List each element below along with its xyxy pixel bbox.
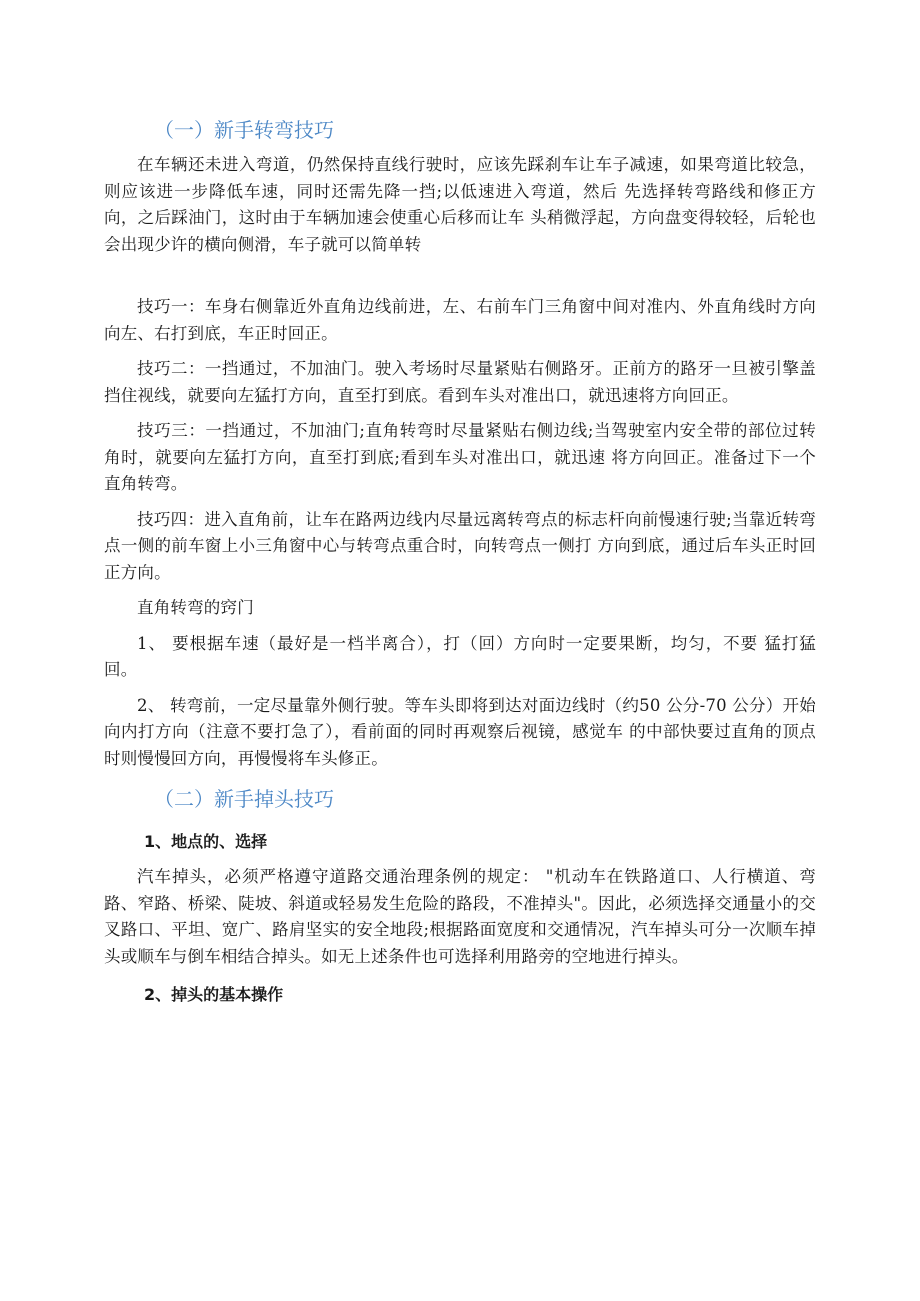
paragraph-secret-title: 直角转弯的窍门	[137, 598, 254, 617]
paragraph-u-turn-location: 汽车掉头，必须严格遵守道路交通治理条例的规定： "机动车在铁路道口、人行横道、弯路、窄路、桥梁、陡坡、斜道或轻易发生危险的路段，不准掉头"。因此，必须选择交通量小的交叉路口、平坦、宽广、路肩坚实的安全地段;根据路面宽度和交通情况，汽车掉头可分一次顺车掉头或顺车与倒车相结合掉头。如无上述条件也可选择利用路旁的空地进行掉头。	[104, 867, 816, 966]
section-heading-turning: （一）新手转弯技巧	[154, 118, 334, 142]
section-heading-u-turn: （二）新手掉头技巧	[154, 787, 334, 811]
paragraph-tip-4: 技巧四：进入直角前，让车在路两边线内尽量远离转弯点的标志杆向前慢速行驶;当靠近转弯点一侧的前车窗上小三角窗中心与转弯点重合时，向转弯点一侧打 方向到底，通过后车头正时回正方向。	[104, 509, 816, 582]
paragraph-tip-3: 技巧三：一挡通过，不加油门;直角转弯时尽量紧贴右侧边线;当驾驶室内安全带的部位过转角时，就要向左猛打方向，直至打到底;看到车头对准出口，就迅速 将方向回正。准备过下一个直角转弯。	[104, 421, 816, 493]
subheading-basic-operation: 2、掉头的基本操作	[144, 985, 284, 1004]
document-content	[104, 112, 816, 1017]
paragraph-tip-2: 技巧二：一挡通过，不加油门。驶入考场时尽量紧贴右侧路牙。正前方的路牙一旦被引擎盖挡住视线，就要向左猛打方向，直至打到底。看到车头对准出口，就迅速将方向回正。	[104, 359, 816, 405]
paragraph-tip-1: 技巧一：车身右侧靠近外直角边线前进，左、右前车门三角窗中间对准内、外直角线时方向向左、右打到底，车正时回正。	[104, 297, 816, 343]
paragraph-secret-1: 1、 要根据车速（最好是一档半离合），打（回）方向时一定要果断，均匀，不要 猛打猛回。	[104, 633, 816, 679]
paragraph-turning-intro: 在车辆还未进入弯道，仍然保持直线行驶时，应该先踩刹车让车子减速，如果弯道比较急，则应该进一步降低车速，同时还需先降一挡;以低速进入弯道，然后 先选择转弯路线和修正方向，之后踩油门，这时由于车辆加速会使重心后移而让车 头稍微浮起，方向盘变得较轻，后轮也会出现少许的横向侧滑，车子就可以简单转	[104, 155, 816, 254]
paragraph-secret-2: 2、 转弯前，一定尽量靠外侧行驶。等车头即将到达对面边线时（约50 公分-70 公分）开始向内打方向（注意不要打急了），看前面的同时再观察后视镜，感觉车 的中部快要过直角的顶点时则慢慢回方向，再慢慢将车头修正。	[104, 695, 816, 768]
subheading-location: 1、地点的、选择	[144, 832, 268, 851]
